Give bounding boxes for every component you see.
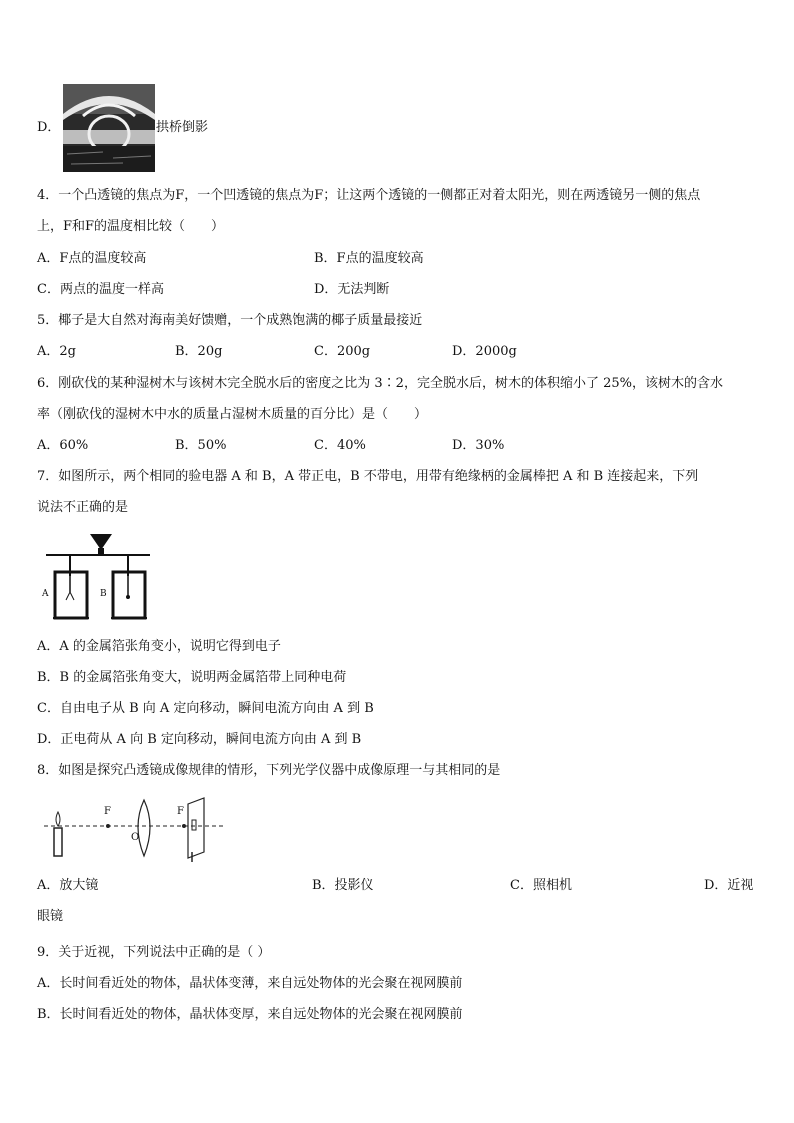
convex-lens-diagram (40, 796, 230, 864)
electroscope-b-label: B (100, 589, 107, 599)
q3-option-d-label: D． (37, 120, 61, 135)
q7-option-b: B．B 的金属箔张角变大，说明两金属箔带上同种电荷 (37, 670, 347, 685)
q8-stem: 8．如图是探究凸透镜成像规律的情形，下列光学仪器中成像原理一与其相同的是 (37, 763, 501, 778)
q7-stem-line1: 7．如图所示，两个相同的验电器 A 和 B，A 带正电，B 不带电，用带有绝缘柄的金属棒把 A 和 B 连接起来，下列 (37, 469, 699, 484)
electroscope-diagram (40, 530, 155, 626)
q8-option-c: C．照相机 (510, 878, 572, 893)
focus-label-right: F (177, 806, 184, 817)
q7-option-d: D．正电荷从 A 向 B 定向移动，瞬间电流方向由 A 到 B (37, 732, 362, 747)
q4-option-b: B．F点的温度较高 (314, 251, 424, 266)
focus-label-left: F (104, 806, 111, 817)
q9-option-a: A．长时间看近处的物体，晶状体变薄，来自远处物体的光会聚在视网膜前 (37, 976, 463, 991)
q5-option-c: C．200g (314, 344, 371, 359)
q6-stem-line1: 6．刚砍伐的某种湿树木与该树木完全脱水后的密度之比为 3∶2，完全脱水后，树木的体积缩小了 25%，该树木的含水 (37, 376, 723, 391)
q3-option-d-caption: 拱桥倒影 (156, 120, 209, 135)
q5-option-b: B．20g (175, 344, 223, 359)
q5-stem: 5．椰子是大自然对海南美好馈赠，一个成熟饱满的椰子质量最接近 (37, 313, 423, 328)
q6-option-d: D．30% (452, 438, 505, 453)
q8-option-d: D．近视 (704, 878, 754, 893)
q5-option-a: A．2g (37, 344, 76, 359)
q6-option-b: B．50% (175, 438, 227, 453)
q9-option-b: B．长时间看近处的物体，晶状体变厚，来自远处物体的光会聚在视网膜前 (37, 1007, 463, 1022)
q6-option-a: A．60% (37, 438, 89, 453)
q8-option-a: A．放大镜 (37, 878, 99, 893)
q4-option-a: A．F点的温度较高 (37, 251, 147, 266)
electroscope-a-label: A (42, 589, 49, 599)
q6-stem-line2: 率（刚砍伐的湿树木中水的质量占湿树木质量的百分比）是（ ） (37, 407, 428, 422)
q9-stem: 9．关于近视，下列说法中正确的是（ ） (37, 945, 271, 960)
bridge-reflection-photo (63, 84, 155, 172)
optical-center-label: O (131, 832, 140, 843)
q4-stem-line1: 4．一个凸透镜的焦点为F，一个凹透镜的焦点为F；让这两个透镜的一侧都正对着太阳光，则在两透镜另一侧的焦点 (37, 188, 701, 203)
q5-option-d: D．2000g (452, 344, 517, 359)
q8-option-d-wrap: 眼镜 (37, 909, 64, 924)
q8-option-b: B．投影仪 (312, 878, 374, 893)
q7-option-c: C．自由电子从 B 向 A 定向移动，瞬间电流方向由 A 到 B (37, 701, 374, 716)
q6-option-c: C．40% (314, 438, 366, 453)
q4-option-d: D．无法判断 (314, 282, 390, 297)
q7-option-a: A．A 的金属箔张角变小，说明它得到电子 (37, 639, 281, 654)
q7-stem-line2: 说法不正确的是 (37, 500, 129, 515)
q4-stem-line2: 上，F和F的温度相比较（ ） (37, 219, 225, 234)
q4-option-c: C．两点的温度一样高 (37, 282, 164, 297)
